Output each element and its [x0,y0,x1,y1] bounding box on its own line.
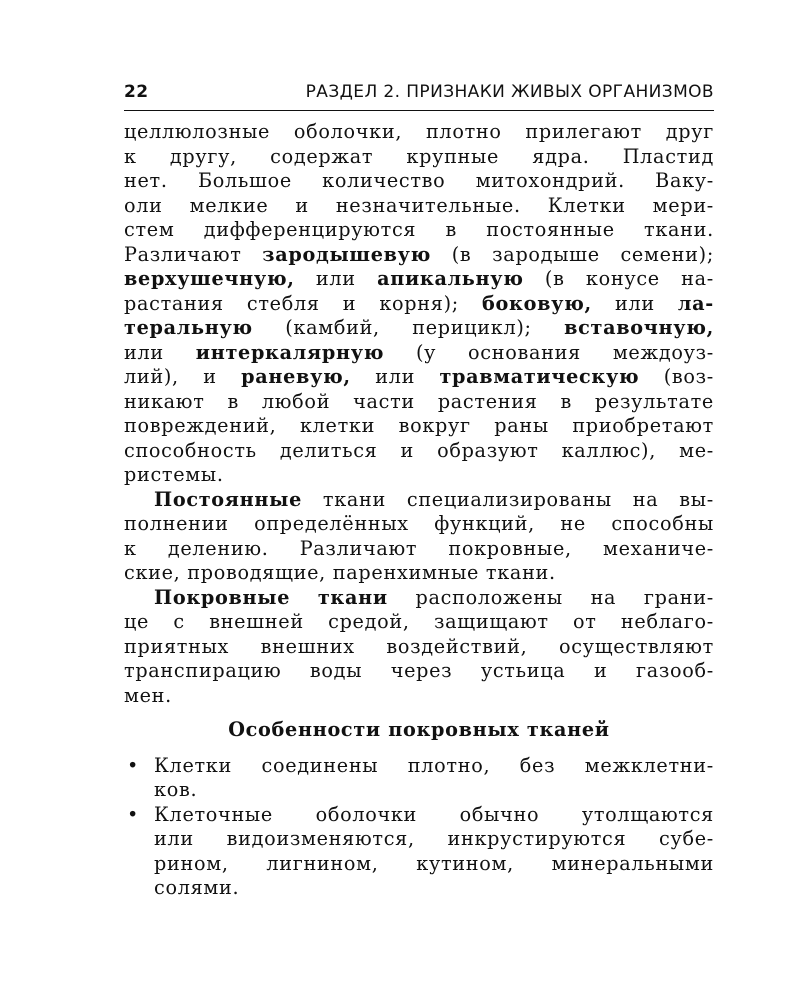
text-line: растания стебля и корня); боковую, или ла- [124,291,714,315]
text-line: мен. [124,683,172,707]
body-text [124,120,714,901]
text-line: целлюлозные оболочки, плотно прилегают друг [124,120,714,143]
term-traumatic: травматическую [439,365,640,388]
list-item [124,754,714,803]
text-line: приятных внешних воздействий, осуществляют [124,634,714,658]
text-line: верхушечную, или апикальную (в конусе на- [124,267,714,290]
term-apical-alt: апикальную [377,267,524,290]
term-integumentary: Покровные [154,585,291,609]
text-line: стем дифференцируются в постоянные ткани. [124,218,714,241]
text-line: Покровные ткани расположены на грани- [154,585,714,609]
term-lateral-alt-start: ла- [677,291,714,315]
text-line: нет. Большое количество митохондрий. Ваку- [124,169,714,192]
term-wound: раневую, [241,365,351,388]
term-integumentary-tissues: ткани [317,585,388,609]
text-line: повреждений, клетки вокруг раны приобретают [124,414,714,437]
text-line: ков. [154,778,198,801]
book-page [124,82,714,901]
text-line: оли мелкие и незначительные. Клетки мери- [124,193,714,217]
bullet-marker: • [127,802,140,826]
text-line: Постоянные ткани специализированы на вы- [154,487,714,511]
text-line: рином, лигнином, кутином, минеральными [154,851,714,875]
subsection-heading: Особенности покровных тканей [228,718,610,741]
text-line: никают в любой части растения в результате [124,389,714,413]
text-line: це с внешней средой, защищают от неблаго- [124,610,714,633]
text-line: • Клетки соединены плотно, без межклетни- [127,753,714,777]
text-line: к делению. Различают покровные, механиче- [124,536,714,560]
text-line: ские, проводящие, паренхимные ткани. [124,561,556,584]
term-embryonic: зародышевую [262,242,431,266]
text-line: к другу, содержат крупные ядра. Пластид [124,144,714,168]
term-apical: верхушечную, [124,267,295,290]
bullet-list [124,754,714,901]
term-permanent: Постоянные [154,487,302,511]
text-line: Различают зародышевую (в зародыше семени); [124,242,714,266]
text-line: • Клеточные оболочки обычно утолщаются [127,802,714,826]
paragraph-meristem-types [124,120,714,488]
paragraph-permanent-tissues [124,488,714,586]
paragraph-integumentary-tissues [124,586,714,709]
text-line: или видоизменяются, инкрустируются субе- [154,827,714,850]
page-number: 22 [124,82,149,102]
text-line: теральную (камбий, перицикл); вставочную, [124,316,714,339]
term-intercalary: вставочную, [564,316,714,339]
text-line: ристемы. [124,463,224,486]
text-line: лий), и раневую, или травматическую (воз- [124,365,714,388]
bullet-marker: • [127,753,140,777]
running-header [124,82,714,111]
text-line: способность делиться и образуют каллюс), ме- [124,438,714,462]
text-line: полнении определённых функций, не способны [124,512,714,535]
term-intercalary-alt: интеркалярную [195,340,385,364]
text-line: транспирацию воды через устьица и газооб- [124,659,714,682]
text-line: или интеркалярную (у основания междоуз- [124,340,714,364]
term-lateral: боковую, [482,291,592,315]
section-title: РАЗДЕЛ 2. ПРИЗНАКИ ЖИВЫХ ОРГАНИЗМОВ [305,82,714,102]
text-line: солями. [154,876,240,899]
list-item [124,803,714,901]
term-lateral-alt-end: теральную [124,316,253,339]
